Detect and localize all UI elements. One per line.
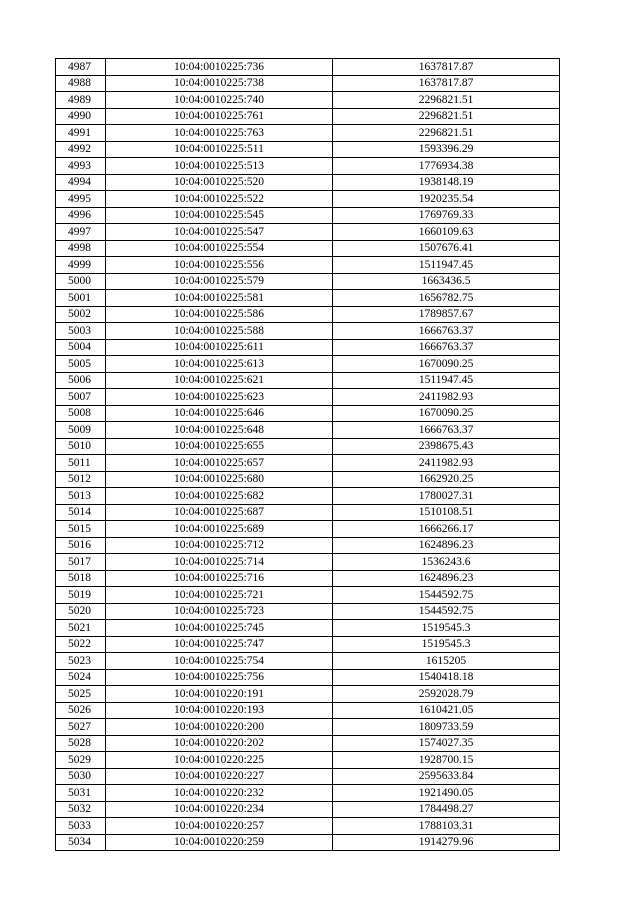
value-cell: 1624896.23 (333, 570, 560, 587)
cadastral-number-cell: 10:04:0010225:687 (106, 504, 333, 521)
row-number-cell: 5025 (56, 686, 106, 703)
cadastral-number-cell: 10:04:0010220:227 (106, 768, 333, 785)
value-cell: 1920235.54 (333, 191, 560, 208)
table-row (56, 587, 560, 604)
row-number-cell: 5013 (56, 488, 106, 505)
row-number-cell: 5029 (56, 752, 106, 769)
table-row (56, 158, 560, 175)
cadastral-number-cell: 10:04:0010225:712 (106, 537, 333, 554)
value-cell: 1789857.67 (333, 306, 560, 323)
cadastral-number-cell: 10:04:0010225:588 (106, 323, 333, 340)
row-number-cell: 5010 (56, 438, 106, 455)
row-number-cell: 4993 (56, 158, 106, 175)
value-cell: 1544592.75 (333, 587, 560, 604)
table-row (56, 141, 560, 158)
value-cell: 1788103.31 (333, 818, 560, 835)
row-number-cell: 4998 (56, 240, 106, 257)
table-row (56, 191, 560, 208)
table-row (56, 653, 560, 670)
value-cell: 1938148.19 (333, 174, 560, 191)
table-row (56, 834, 560, 851)
table-row (56, 405, 560, 422)
row-number-cell: 5024 (56, 669, 106, 686)
value-cell: 2296821.51 (333, 108, 560, 125)
cadastral-number-cell: 10:04:0010225:682 (106, 488, 333, 505)
row-number-cell: 5019 (56, 587, 106, 604)
table-row (56, 290, 560, 307)
value-cell: 2595633.84 (333, 768, 560, 785)
value-cell: 1519545.3 (333, 636, 560, 653)
table-row (56, 768, 560, 785)
row-number-cell: 5030 (56, 768, 106, 785)
value-cell: 1536243.6 (333, 554, 560, 571)
row-number-cell: 5003 (56, 323, 106, 340)
cadastral-number-cell: 10:04:0010225:723 (106, 603, 333, 620)
value-cell: 1507676.41 (333, 240, 560, 257)
value-cell: 2398675.43 (333, 438, 560, 455)
table-row (56, 306, 560, 323)
row-number-cell: 5023 (56, 653, 106, 670)
row-number-cell: 5033 (56, 818, 106, 835)
row-number-cell: 5014 (56, 504, 106, 521)
row-number-cell: 4992 (56, 141, 106, 158)
cadastral-number-cell: 10:04:0010225:579 (106, 273, 333, 290)
value-cell: 1574027.35 (333, 735, 560, 752)
cadastral-number-cell: 10:04:0010225:522 (106, 191, 333, 208)
value-cell: 1809733.59 (333, 719, 560, 736)
cadastral-number-cell: 10:04:0010225:745 (106, 620, 333, 637)
value-cell: 1610421.05 (333, 702, 560, 719)
table-row (56, 719, 560, 736)
value-cell: 1670090.25 (333, 356, 560, 373)
table-row (56, 240, 560, 257)
table-row (56, 75, 560, 92)
cadastral-number-cell: 10:04:0010220:193 (106, 702, 333, 719)
cadastral-number-cell: 10:04:0010225:611 (106, 339, 333, 356)
row-number-cell: 5001 (56, 290, 106, 307)
row-number-cell: 5011 (56, 455, 106, 472)
value-cell: 1511947.45 (333, 257, 560, 274)
cadastral-number-cell: 10:04:0010220:200 (106, 719, 333, 736)
row-number-cell: 4990 (56, 108, 106, 125)
cadastral-number-cell: 10:04:0010225:716 (106, 570, 333, 587)
table-row (56, 521, 560, 538)
row-number-cell: 5015 (56, 521, 106, 538)
table-row (56, 735, 560, 752)
row-number-cell: 5027 (56, 719, 106, 736)
cadastral-number-cell: 10:04:0010220:202 (106, 735, 333, 752)
cadastral-value-table (55, 58, 560, 851)
value-cell: 1593396.29 (333, 141, 560, 158)
value-cell: 1666763.37 (333, 422, 560, 439)
table-row (56, 570, 560, 587)
table-row (56, 620, 560, 637)
table-row (56, 257, 560, 274)
table-row (56, 752, 560, 769)
value-cell: 1637817.87 (333, 75, 560, 92)
cadastral-number-cell: 10:04:0010225:586 (106, 306, 333, 323)
value-cell: 1510108.51 (333, 504, 560, 521)
table-row (56, 224, 560, 241)
value-cell: 1666763.37 (333, 323, 560, 340)
cadastral-number-cell: 10:04:0010225:657 (106, 455, 333, 472)
row-number-cell: 5016 (56, 537, 106, 554)
cadastral-number-cell: 10:04:0010225:689 (106, 521, 333, 538)
value-cell: 2296821.51 (333, 125, 560, 142)
cadastral-number-cell: 10:04:0010225:613 (106, 356, 333, 373)
row-number-cell: 5032 (56, 801, 106, 818)
table-row (56, 207, 560, 224)
table-row (56, 801, 560, 818)
cadastral-number-cell: 10:04:0010225:520 (106, 174, 333, 191)
row-number-cell: 4991 (56, 125, 106, 142)
value-cell: 1780027.31 (333, 488, 560, 505)
value-cell: 1663436.5 (333, 273, 560, 290)
row-number-cell: 5026 (56, 702, 106, 719)
value-cell: 1662920.25 (333, 471, 560, 488)
row-number-cell: 4995 (56, 191, 106, 208)
cadastral-number-cell: 10:04:0010225:554 (106, 240, 333, 257)
cadastral-number-cell: 10:04:0010225:556 (106, 257, 333, 274)
value-cell: 1511947.45 (333, 372, 560, 389)
table-row (56, 537, 560, 554)
cadastral-number-cell: 10:04:0010220:225 (106, 752, 333, 769)
value-cell: 2592028.79 (333, 686, 560, 703)
table-row (56, 273, 560, 290)
value-cell: 1637817.87 (333, 59, 560, 76)
row-number-cell: 5017 (56, 554, 106, 571)
row-number-cell: 4997 (56, 224, 106, 241)
row-number-cell: 5012 (56, 471, 106, 488)
row-number-cell: 5009 (56, 422, 106, 439)
value-cell: 1544592.75 (333, 603, 560, 620)
row-number-cell: 5021 (56, 620, 106, 637)
table-row (56, 372, 560, 389)
cadastral-number-cell: 10:04:0010225:648 (106, 422, 333, 439)
cadastral-number-cell: 10:04:0010225:511 (106, 141, 333, 158)
row-number-cell: 4996 (56, 207, 106, 224)
cadastral-number-cell: 10:04:0010225:754 (106, 653, 333, 670)
cadastral-number-cell: 10:04:0010225:680 (106, 471, 333, 488)
value-cell: 2411982.93 (333, 455, 560, 472)
table-row (56, 389, 560, 406)
cadastral-number-cell: 10:04:0010220:232 (106, 785, 333, 802)
value-cell: 1615205 (333, 653, 560, 670)
cadastral-number-cell: 10:04:0010225:581 (106, 290, 333, 307)
table-row (56, 669, 560, 686)
table-row (56, 356, 560, 373)
value-cell: 1666266.17 (333, 521, 560, 538)
cadastral-number-cell: 10:04:0010225:623 (106, 389, 333, 406)
row-number-cell: 4987 (56, 59, 106, 76)
value-cell: 1928700.15 (333, 752, 560, 769)
table-row (56, 702, 560, 719)
table-row (56, 174, 560, 191)
table-row (56, 455, 560, 472)
row-number-cell: 4988 (56, 75, 106, 92)
row-number-cell: 5006 (56, 372, 106, 389)
row-number-cell: 5007 (56, 389, 106, 406)
table-row (56, 438, 560, 455)
table-row (56, 323, 560, 340)
value-cell: 1666763.37 (333, 339, 560, 356)
cadastral-number-cell: 10:04:0010225:646 (106, 405, 333, 422)
table-row (56, 108, 560, 125)
row-number-cell: 5022 (56, 636, 106, 653)
row-number-cell: 5005 (56, 356, 106, 373)
table-body (56, 59, 560, 851)
value-cell: 1670090.25 (333, 405, 560, 422)
cadastral-number-cell: 10:04:0010225:721 (106, 587, 333, 604)
value-cell: 1921490.05 (333, 785, 560, 802)
cadastral-number-cell: 10:04:0010225:736 (106, 59, 333, 76)
cadastral-number-cell: 10:04:0010220:191 (106, 686, 333, 703)
cadastral-number-cell: 10:04:0010225:513 (106, 158, 333, 175)
cadastral-number-cell: 10:04:0010220:257 (106, 818, 333, 835)
row-number-cell: 5031 (56, 785, 106, 802)
cadastral-number-cell: 10:04:0010225:547 (106, 224, 333, 241)
value-cell: 1660109.63 (333, 224, 560, 241)
cadastral-number-cell: 10:04:0010225:621 (106, 372, 333, 389)
value-cell: 1540418.18 (333, 669, 560, 686)
value-cell: 1784498.27 (333, 801, 560, 818)
cadastral-number-cell: 10:04:0010225:756 (106, 669, 333, 686)
value-cell: 1624896.23 (333, 537, 560, 554)
table-row (56, 92, 560, 109)
table-row (56, 636, 560, 653)
row-number-cell: 4989 (56, 92, 106, 109)
table-row (56, 785, 560, 802)
value-cell: 2411982.93 (333, 389, 560, 406)
cadastral-number-cell: 10:04:0010225:740 (106, 92, 333, 109)
value-cell: 1519545.3 (333, 620, 560, 637)
value-cell: 1769769.33 (333, 207, 560, 224)
table-row (56, 59, 560, 76)
row-number-cell: 5020 (56, 603, 106, 620)
table-row (56, 488, 560, 505)
table-row (56, 686, 560, 703)
row-number-cell: 5034 (56, 834, 106, 851)
cadastral-number-cell: 10:04:0010225:747 (106, 636, 333, 653)
table-row (56, 818, 560, 835)
cadastral-number-cell: 10:04:0010225:763 (106, 125, 333, 142)
table-row (56, 603, 560, 620)
table-row (56, 504, 560, 521)
row-number-cell: 4994 (56, 174, 106, 191)
row-number-cell: 5004 (56, 339, 106, 356)
row-number-cell: 5018 (56, 570, 106, 587)
cadastral-number-cell: 10:04:0010220:259 (106, 834, 333, 851)
table-row (56, 422, 560, 439)
row-number-cell: 5000 (56, 273, 106, 290)
row-number-cell: 5028 (56, 735, 106, 752)
cadastral-number-cell: 10:04:0010225:545 (106, 207, 333, 224)
value-cell: 1656782.75 (333, 290, 560, 307)
table-row (56, 471, 560, 488)
row-number-cell: 4999 (56, 257, 106, 274)
cadastral-number-cell: 10:04:0010225:738 (106, 75, 333, 92)
cadastral-number-cell: 10:04:0010225:655 (106, 438, 333, 455)
row-number-cell: 5002 (56, 306, 106, 323)
value-cell: 1914279.96 (333, 834, 560, 851)
value-cell: 2296821.51 (333, 92, 560, 109)
table-row (56, 125, 560, 142)
table-row (56, 339, 560, 356)
table-row (56, 554, 560, 571)
cadastral-number-cell: 10:04:0010220:234 (106, 801, 333, 818)
cadastral-number-cell: 10:04:0010225:761 (106, 108, 333, 125)
cadastral-number-cell: 10:04:0010225:714 (106, 554, 333, 571)
value-cell: 1776934.38 (333, 158, 560, 175)
row-number-cell: 5008 (56, 405, 106, 422)
